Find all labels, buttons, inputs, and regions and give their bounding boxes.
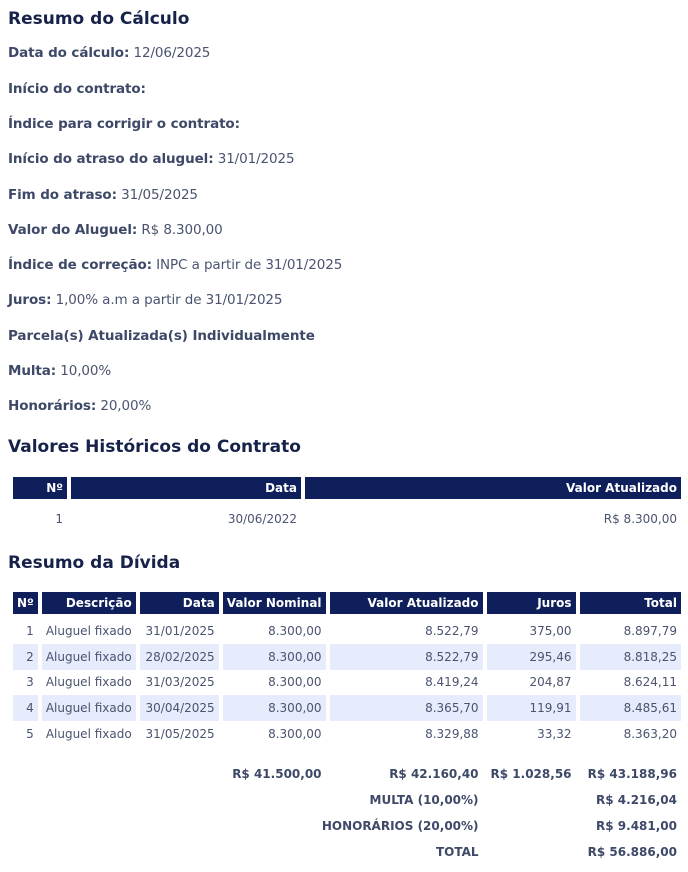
- total-nominal: R$ 41.500,00: [232, 766, 322, 781]
- field-multa: [8, 363, 111, 379]
- cell-nominal: 8.300,00: [223, 695, 326, 721]
- field-label: Parcela(s) Atualizada(s) Individualmente: [8, 328, 315, 344]
- cell-descricao: Aluguel fixado: [45, 675, 132, 690]
- cell-descricao: Aluguel fixado: [42, 695, 136, 721]
- field-value: INPC a partir de 31/01/2025: [156, 257, 343, 273]
- cell-nominal: 8.300,00: [223, 644, 326, 670]
- field-honorarios: [8, 398, 151, 414]
- table-header-row: [13, 477, 681, 499]
- field-label: Índice de correção:: [8, 257, 152, 273]
- cell-n: 1: [55, 512, 63, 526]
- cell-atualizado: 8.365,70: [330, 695, 483, 721]
- divida-title: Resumo da Dívida: [8, 553, 181, 573]
- col-header-n: Nº: [13, 592, 38, 614]
- multa-label: MULTA (10,00%): [369, 792, 479, 807]
- field-label: Início do atraso do aluguel:: [8, 151, 214, 167]
- field-inicio-atraso: [8, 151, 295, 167]
- cell-descricao: Aluguel fixado: [45, 623, 132, 638]
- col-header-total: Total: [580, 592, 681, 614]
- field-label: Valor do Aluguel:: [8, 222, 138, 238]
- cell-n: 4: [13, 695, 38, 721]
- field-label: Índice para corrigir o contrato:: [8, 116, 240, 132]
- field-value: 31/05/2025: [121, 187, 198, 203]
- cell-data: 31/03/2025: [145, 675, 215, 690]
- spacer-row: [13, 747, 681, 761]
- cell-data: 28/02/2025: [140, 644, 219, 670]
- grand-total-label: TOTAL: [435, 844, 479, 859]
- col-header-descricao: Descrição: [42, 592, 136, 614]
- table-header-row: [13, 592, 681, 614]
- cell-data: 31/05/2025: [145, 727, 215, 742]
- cell-descricao: Aluguel fixado: [45, 727, 132, 742]
- field-parcelas: [8, 328, 315, 344]
- col-header-data: Data: [140, 592, 219, 614]
- historico-table: [9, 477, 685, 539]
- cell-nominal: 8.300,00: [268, 623, 322, 638]
- table-row: [13, 644, 681, 670]
- col-header-data: Data: [71, 477, 301, 499]
- field-value: 31/01/2025: [217, 151, 295, 167]
- table-row: [13, 499, 681, 539]
- table-row: [13, 695, 681, 721]
- field-label: Honorários:: [8, 398, 97, 414]
- field-value: 1,00% a.m a partir de 31/01/2025: [55, 292, 283, 308]
- table-row: [13, 614, 681, 644]
- total-atualizado: R$ 42.160,40: [389, 766, 479, 781]
- field-valor-aluguel: [8, 222, 223, 238]
- cell-juros: 204,87: [529, 675, 572, 690]
- cell-juros: 33,32: [537, 727, 572, 742]
- col-header-juros: Juros: [487, 592, 576, 614]
- cell-total: 8.485,61: [580, 695, 681, 721]
- field-indice-contrato: [8, 116, 240, 132]
- cell-n: 2: [13, 644, 38, 670]
- field-value: 20,00%: [100, 398, 152, 414]
- multa-row: [13, 787, 681, 813]
- field-indice-correcao: [8, 257, 342, 273]
- cell-atualizado: 8.419,24: [425, 675, 479, 690]
- cell-total: 8.363,20: [623, 727, 677, 742]
- cell-juros: 375,00: [529, 623, 572, 638]
- cell-data: 30/04/2025: [140, 695, 219, 721]
- total-total: R$ 43.188,96: [587, 766, 677, 781]
- multa-value: R$ 4.216,04: [596, 792, 677, 807]
- field-value: 10,00%: [60, 363, 112, 379]
- grand-total-value: R$ 56.886,00: [587, 844, 677, 859]
- cell-juros: 295,46: [487, 644, 576, 670]
- cell-n: 3: [26, 675, 34, 690]
- field-label: Início do contrato:: [8, 81, 146, 97]
- field-label: Data do cálculo:: [8, 45, 130, 61]
- cell-atualizado: 8.522,79: [425, 623, 479, 638]
- cell-total: 8.624,11: [623, 675, 677, 690]
- cell-descricao: Aluguel fixado: [42, 644, 136, 670]
- honorarios-label: HONORÁRIOS (20,00%): [321, 818, 479, 833]
- field-data-calculo: [8, 45, 210, 61]
- cell-data: 31/01/2025: [145, 623, 215, 638]
- grand-total-row: [13, 839, 681, 865]
- col-header-valor-atualizado: Valor Atualizado: [305, 477, 681, 499]
- cell-data: 30/06/2022: [227, 512, 297, 526]
- cell-total: 8.897,79: [623, 623, 677, 638]
- cell-atualizado: 8.522,79: [330, 644, 483, 670]
- historico-title: Valores Históricos do Contrato: [8, 437, 301, 457]
- totals-row: [13, 761, 681, 787]
- cell-juros: 119,91: [487, 695, 576, 721]
- col-header-n: Nº: [13, 477, 67, 499]
- honorarios-row: [13, 813, 681, 839]
- field-label: Fim do atraso:: [8, 187, 117, 203]
- cell-total: 8.818,25: [580, 644, 681, 670]
- total-juros: R$ 1.028,56: [490, 766, 572, 781]
- field-fim-atraso: [8, 187, 198, 203]
- field-juros: [8, 292, 282, 308]
- field-label: Multa:: [8, 363, 57, 379]
- table-row: [13, 721, 681, 747]
- field-label: Juros:: [8, 292, 52, 308]
- col-header-valor-atualizado: Valor Atualizado: [330, 592, 483, 614]
- cell-n: 5: [26, 727, 34, 742]
- cell-nominal: 8.300,00: [268, 675, 322, 690]
- field-inicio-contrato: [8, 81, 146, 97]
- cell-atualizado: 8.329,88: [425, 727, 479, 742]
- cell-nominal: 8.300,00: [268, 727, 322, 742]
- field-value: 12/06/2025: [133, 45, 211, 61]
- field-value: R$ 8.300,00: [141, 222, 223, 238]
- cell-valor: R$ 8.300,00: [603, 512, 677, 526]
- honorarios-value: R$ 9.481,00: [596, 818, 677, 833]
- col-header-valor-nominal: Valor Nominal: [223, 592, 326, 614]
- cell-n: 1: [26, 623, 34, 638]
- table-row: [13, 670, 681, 696]
- divida-table: [9, 592, 685, 865]
- summary-title: Resumo do Cálculo: [8, 9, 190, 29]
